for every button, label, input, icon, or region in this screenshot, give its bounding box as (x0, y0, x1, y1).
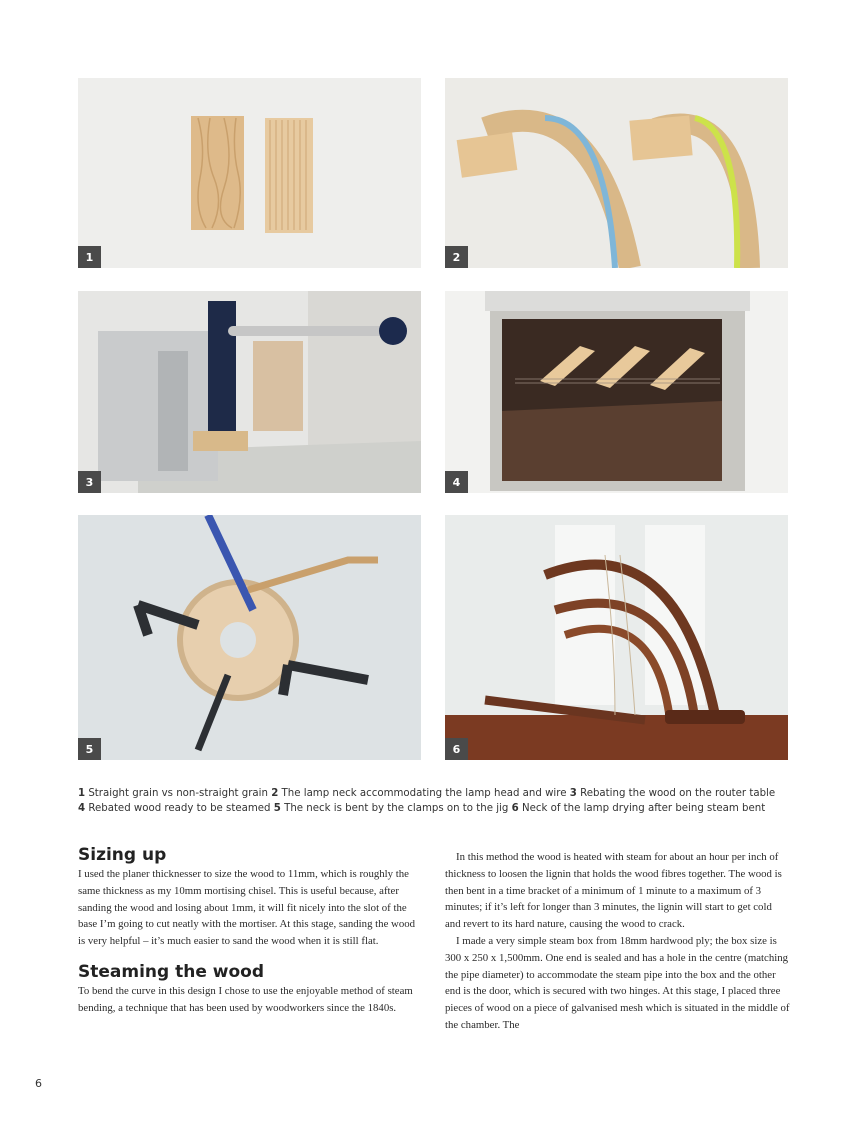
photo-number-badge: 2 (445, 246, 468, 268)
body-paragraph: To bend the curve in this design I chose to use the enjoyable method of steam bending, a technique that has been used by woodworkers since the 1840s. (78, 984, 413, 1014)
caption-number: 2 (271, 788, 279, 799)
photo-number-badge: 3 (78, 471, 101, 493)
photo-1 (78, 78, 421, 268)
caption-line-1 (78, 786, 788, 801)
drying-necks-illustration (445, 515, 788, 760)
caption-text: Neck of the lamp drying after being steam bent (521, 803, 766, 814)
section-heading-sizing-up: Sizing up (78, 845, 167, 865)
page-number: 6 (35, 1077, 42, 1090)
photo-number-badge: 5 (78, 738, 101, 760)
body-paragraph: I made a very simple steam box from 18mm hardwood ply; the box size is 300 x 250 x 1,500mm. One end is sealed and has a hole in the centre (matching the pipe diameter) to accommodate the steam pipe into the box and the other end is the door, which is secured with two hinges. At this stage, I placed three pieces of wood on a piece of galvanised mesh which is situated in the middle of the chamber. The (445, 934, 790, 1031)
photo-number-badge: 6 (445, 738, 468, 760)
left-column (78, 844, 423, 1017)
caption-text: Straight grain vs non-straight grain (88, 788, 268, 799)
router-table-illustration (78, 291, 421, 493)
caption-text: The neck is bent by the clamps on to the jig (284, 803, 509, 814)
photo-2 (445, 78, 788, 268)
bending-jig-illustration (78, 515, 421, 760)
photo-captions (78, 786, 788, 816)
caption-number: 6 (511, 803, 519, 814)
right-column (445, 849, 790, 1034)
body-paragraph: I used the planer thicknesser to size the wood to 11mm, which is roughly the same thickness as my 10mm mortising chisel. This is useful because, after sanding the wood and losing about 1mm, it will fit nicely into the slot of the base I’m going to cut neatly with the mortiser. At this stage, sanding the wood is very helpful – it’s much easier to sand the wood when it is still flat. (78, 868, 416, 948)
photo-5 (78, 515, 421, 760)
photo-number-badge: 1 (78, 246, 101, 268)
photo-number-badge: 4 (445, 471, 468, 493)
caption-text: Rebated wood ready to be steamed (88, 803, 271, 814)
section-heading-steaming: Steaming the wood (78, 961, 265, 982)
lamp-necks-illustration (445, 78, 788, 268)
caption-number: 3 (569, 788, 577, 799)
caption-line-2 (78, 801, 788, 816)
photo-6 (445, 515, 788, 760)
caption-text: The lamp neck accommodating the lamp head and wire (281, 788, 567, 799)
photo-4 (445, 291, 788, 493)
caption-number: 1 (78, 788, 86, 799)
grain-samples-illustration (78, 78, 421, 268)
steam-box-illustration (445, 291, 788, 493)
body-paragraph: In this method the wood is heated with steam for about an hour per inch of thickness to loosen the lignin that holds the wood fibres together. The wood is then bent in a time bracket of a minimum of 1 minute to a maximum of 3 minutes; if it’s left for longer than 3 minutes, the lignin will start to get cold and revert to its hard nature, causing the wood to crack. (445, 851, 782, 931)
photo-3 (78, 291, 421, 493)
caption-number: 4 (78, 803, 86, 814)
caption-text: Rebating the wood on the router table (580, 788, 776, 799)
caption-number: 5 (273, 803, 281, 814)
